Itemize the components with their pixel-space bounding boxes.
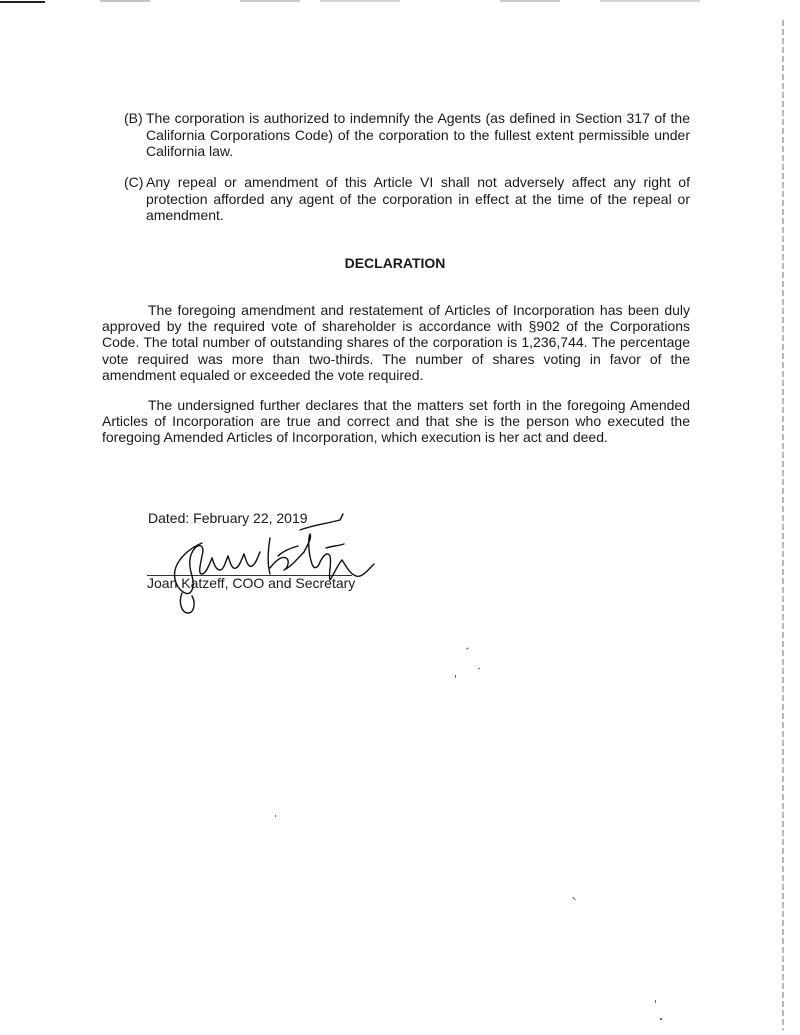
scan-edge-artifact bbox=[0, 0, 800, 6]
scan-speck bbox=[455, 675, 456, 678]
item-marker: (B) bbox=[124, 110, 143, 126]
item-text: The corporation is authorized to indemnify the Agents (as defined in Section 317 of the California Corporations Code) of the corporation to the fullest extent permissible under California law. bbox=[146, 110, 690, 159]
signer-name-title: Joan Katzeff, COO and Secretary bbox=[147, 575, 356, 591]
scan-speck bbox=[275, 815, 276, 817]
handwritten-signature bbox=[140, 508, 400, 628]
declaration-heading: DECLARATION bbox=[344, 255, 446, 271]
declaration-paragraph: The undersigned further declares that the matters set forth in the foregoing Amended Articles of Incorporation are true and correct and that she is the person who executed the foregoing Amended Articles of Incorporation, which execution is her act and deed. bbox=[102, 397, 690, 446]
scan-speck bbox=[478, 668, 480, 669]
scan-speck bbox=[572, 897, 576, 901]
dated-line: Dated: February 22, 2019 bbox=[148, 510, 308, 526]
scan-speck bbox=[655, 1000, 656, 1003]
scan-speck bbox=[660, 1018, 662, 1020]
item-marker: (C) bbox=[124, 174, 144, 190]
declaration-paragraph: The foregoing amendment and restatement of Articles of Incorporation has been duly approved by the required vote of shareholder is accordance with §902 of the Corporations Code. The total number of outstanding shares of the corporation is 1,236,744. The percentage vote required was more than two-thirds. The number of shares voting in favor of the amendment equaled or exceeded the vote required. bbox=[102, 302, 690, 383]
scan-speck bbox=[466, 647, 469, 649]
item-text: Any repeal or amendment of this Article VI shall not adversely affect any right of protection afforded any agent of the corporation in effect at the time of the repeal or amendment. bbox=[146, 174, 690, 223]
scan-right-edge bbox=[782, 20, 784, 1030]
